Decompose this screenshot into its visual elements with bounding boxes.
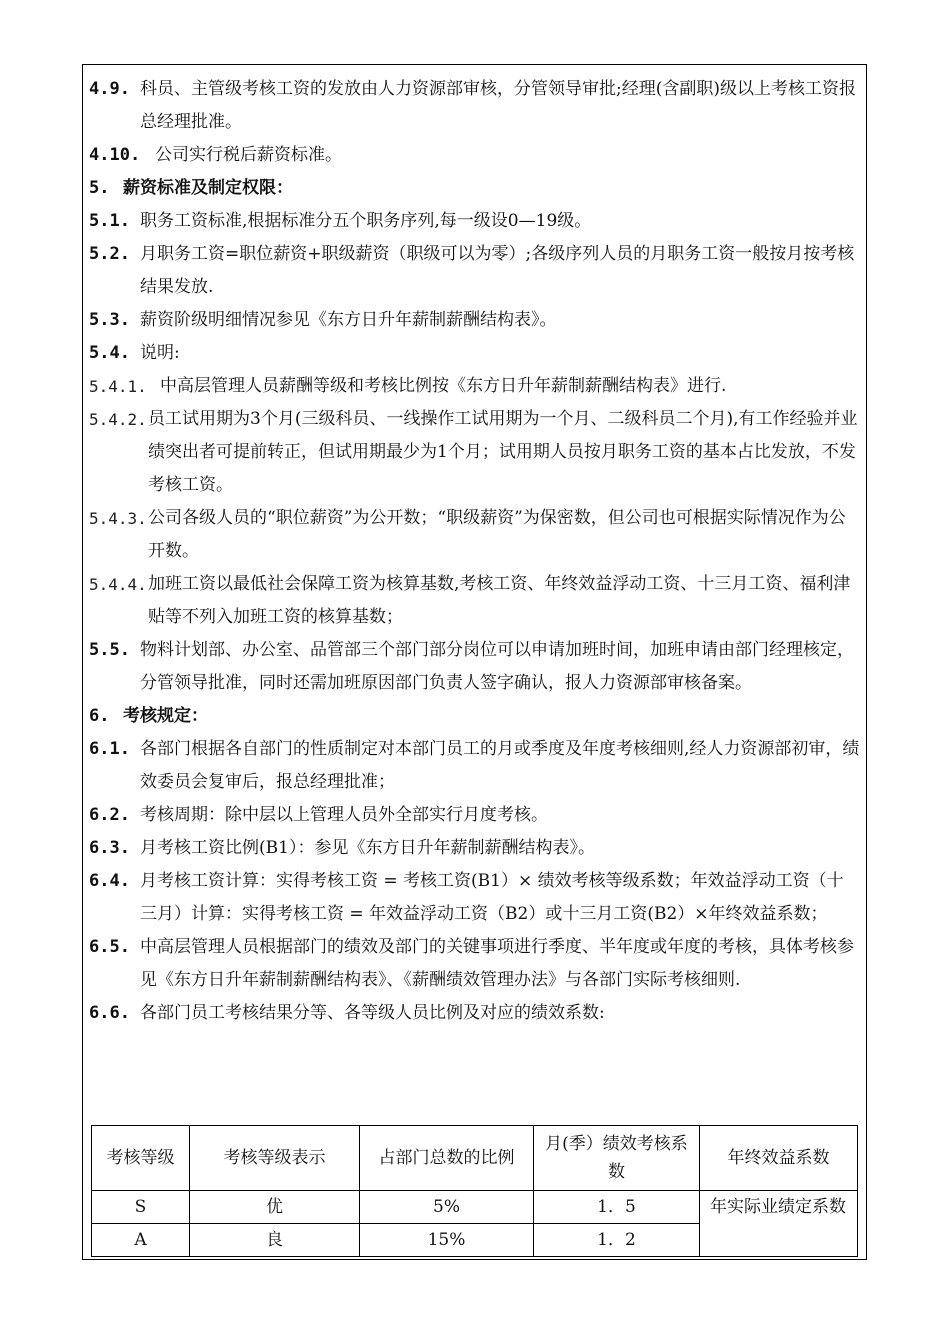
clause-5-4-2 [89, 403, 860, 502]
clause-text: 物料计划部、办公室、品管部三个部门部分岗位可以申请加班时间，加班申请由部门经理核定，分管领导批准，同时还需加班原因部门负责人签字确认，报人力资源部审核备案。 [140, 640, 854, 693]
column-header: 占部门总数的比例 [360, 1126, 534, 1191]
table-cell: 优 [190, 1191, 360, 1224]
clause-5-2 [89, 238, 860, 304]
clause-text: 职务工资标准,根据标准分五个职务序列,每一级设0—19级。 [140, 211, 592, 231]
clause-number: 6.1. [89, 739, 130, 759]
clause-6-5 [89, 931, 860, 997]
column-header: 考核等级 [92, 1126, 190, 1191]
clause-number: 5.4. [89, 343, 130, 363]
table-cell: 良 [190, 1224, 360, 1257]
column-header: 年终效益系数 [700, 1126, 858, 1191]
clause-text: 说明: [140, 343, 180, 363]
clause-6-1 [89, 733, 860, 799]
clause-5-4-3 [89, 502, 860, 568]
clause-6-3 [89, 832, 860, 865]
clause-number: 4.9. [89, 79, 130, 99]
subclause-text: 员工试用期为3个月(三级科员、一线操作工试用期为一个月、二级科员二个月),有工作经验并业绩突出者可提前转正，但试用期最少为1个月；试用期人员按月职务工资的基本占比发放，不发考核工资。 [148, 409, 858, 495]
document-frame [82, 64, 867, 1260]
subclause-number: 5.4.1. [89, 377, 147, 396]
column-header: 月(季）绩效考核系数 [534, 1126, 700, 1191]
clause-number: 6.4. [89, 871, 130, 891]
annual-coefficient-cell: 年实际业绩定系数 [700, 1191, 858, 1257]
clause-6-4 [89, 865, 860, 931]
clause-6-6 [89, 997, 860, 1030]
section-heading-6 [89, 700, 860, 733]
table-cell: 15% [360, 1224, 534, 1257]
clause-5-4 [89, 337, 860, 370]
clause-number: 5.5. [89, 640, 130, 660]
clause-text: 中高层管理人员根据部门的绩效及部门的关键事项进行季度、半年度或年度的考核，具体考核参见《东方日升年薪制薪酬结构表》、《薪酬绩效管理办法》与各部门实际考核细则. [140, 937, 854, 990]
subclause-number: 5.4.4. [89, 575, 147, 594]
clause-text: 月职务工资=职位薪资+职级薪资（职级可以为零）;各级序列人员的月职务工资一般按月按考核结果发放. [140, 244, 855, 297]
document-body [89, 73, 860, 1030]
clause-number: 6.5. [89, 937, 130, 957]
subclause-text: 加班工资以最低社会保障工资为核算基数,考核工资、年终效益浮动工资、十三月工资、福利津贴等不列入加班工资的核算基数； [148, 574, 851, 627]
grade-coefficient-table [91, 1125, 858, 1257]
section-title: 考核规定： [123, 706, 208, 726]
table-cell: A [92, 1224, 190, 1257]
clause-5-1 [89, 205, 860, 238]
clause-5-3 [89, 304, 860, 337]
clause-5-4-1 [89, 370, 860, 403]
clause-number: 5.3. [89, 310, 130, 330]
clause-number: 5.1. [89, 211, 130, 231]
column-header: 考核等级表示 [190, 1126, 360, 1191]
clause-5-5 [89, 634, 860, 700]
clause-5-4-4 [89, 568, 860, 634]
clause-text: 各部门员工考核结果分等、各等级人员比例及对应的绩效系数: [140, 1003, 605, 1023]
table-cell: S [92, 1191, 190, 1224]
clause-text: 考核周期：除中层以上管理人员外全部实行月度考核。 [140, 805, 548, 825]
clause-number: 4.10. [89, 145, 141, 165]
clause-6-2 [89, 799, 860, 832]
clause-text: 月考核工资计算：实得考核工资 = 考核工资(B1）× 绩效考核等级系数；年效益浮动工资（十三月）计算：实得考核工资 = 年效益浮动工资（B2）或十三月工资(B2）×年终效益系数； [140, 871, 844, 924]
subclause-number: 5.4.2. [89, 410, 147, 429]
table-cell: 1．2 [534, 1224, 700, 1257]
subclause-text: 中高层管理人员薪酬等级和考核比例按《东方日升年薪制薪酬结构表》进行. [160, 376, 727, 396]
table-header-row [92, 1126, 858, 1191]
table-cell: 1．5 [534, 1191, 700, 1224]
clause-text: 各部门根据各自部门的性质制定对本部门员工的月或季度及年度考核细则,经人力资源部初审，绩效委员会复审后，报总经理批准； [140, 739, 860, 792]
clause-text: 科员、主管级考核工资的发放由人力资源部审核，分管领导审批;经理(含副职)级以上考核工资报总经理批准。 [140, 79, 856, 132]
section-heading-5 [89, 172, 860, 205]
section-number: 6. [89, 706, 110, 726]
clause-text: 薪资阶级明细情况参见《东方日升年薪制薪酬结构表》。 [140, 310, 557, 330]
subclause-text: 公司各级人员的“职位薪资”为公开数；“职级薪资”为保密数，但公司也可根据实际情况作为公开数。 [148, 508, 846, 561]
table-row [92, 1191, 858, 1224]
clause-4-9 [89, 73, 860, 139]
table-cell: 5% [360, 1191, 534, 1224]
clause-number: 6.2. [89, 805, 130, 825]
section-number: 5. [89, 178, 110, 198]
section-title: 薪资标准及制定权限： [123, 178, 293, 198]
clause-number: 6.3. [89, 838, 130, 858]
clause-number: 5.2. [89, 244, 130, 264]
clause-4-10 [89, 139, 860, 172]
clause-text: 月考核工资比例(B1）：参见《东方日升年薪制薪酬结构表》。 [140, 838, 595, 858]
clause-text: 公司实行税后薪资标准。 [155, 145, 342, 165]
clause-number: 6.6. [89, 1003, 130, 1023]
subclause-number: 5.4.3. [89, 509, 147, 528]
